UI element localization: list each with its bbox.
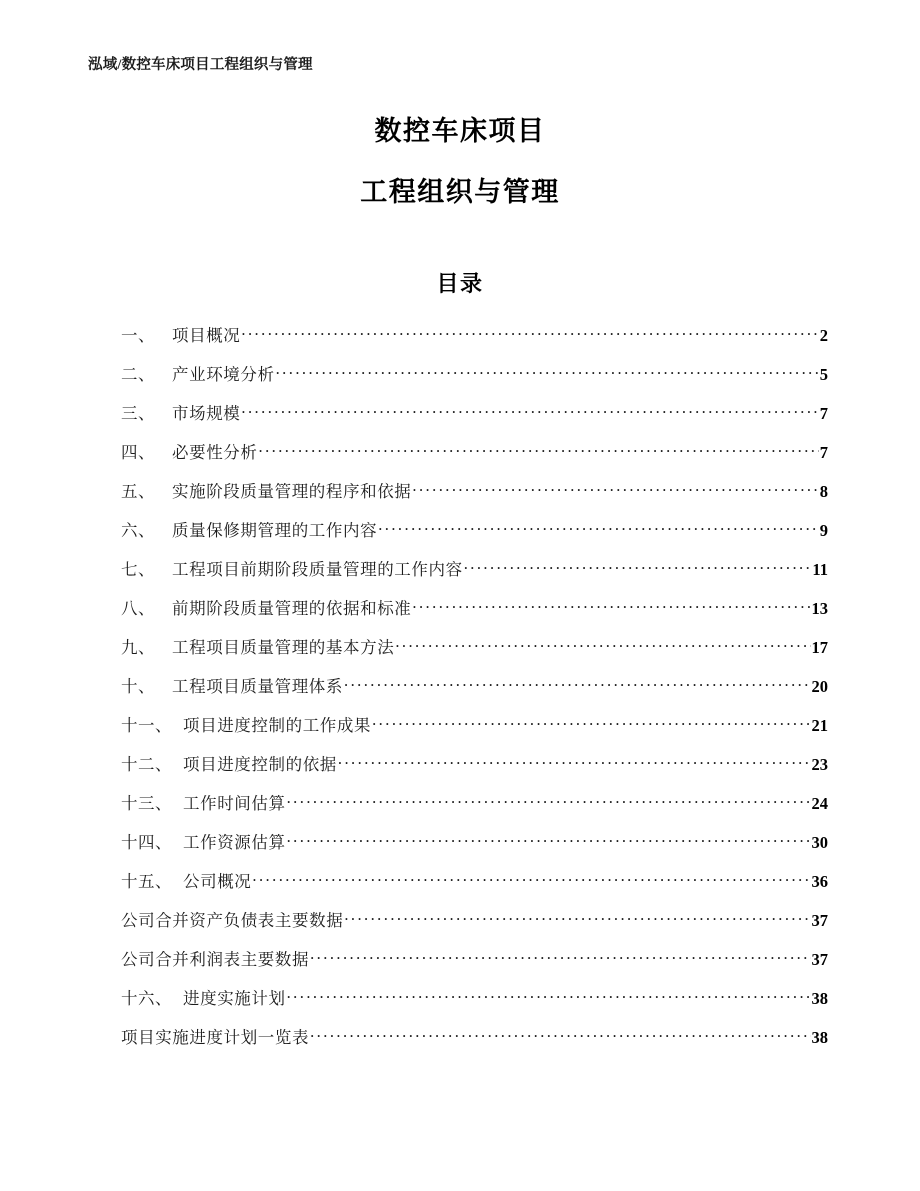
toc-entry[interactable]	[121, 751, 828, 790]
toc-entry-title: 项目进度控制的依据	[183, 755, 337, 774]
toc-entry-title: 必要性分析	[172, 443, 258, 462]
toc-entry[interactable]	[121, 907, 828, 946]
table-of-contents	[121, 322, 828, 1063]
toc-entry-page-number: 9	[819, 521, 828, 540]
toc-entry-title: 工程项目质量管理体系	[172, 677, 343, 696]
toc-entry-number: 十五、	[121, 872, 172, 891]
toc-dot-leader	[412, 598, 810, 615]
toc-heading: 目录	[436, 271, 484, 296]
toc-dot-leader	[412, 481, 818, 498]
toc-entry-number: 六、	[121, 521, 155, 540]
toc-entry[interactable]	[121, 517, 828, 556]
running-header: 泓域/数控车床项目工程组织与管理	[88, 57, 313, 73]
toc-entry-title: 进度实施计划	[183, 989, 286, 1008]
toc-entry-page-number: 38	[811, 989, 828, 1008]
toc-entry-page-number: 37	[811, 950, 828, 969]
toc-entry[interactable]	[121, 829, 828, 868]
toc-entry-page-number: 21	[811, 716, 828, 735]
toc-dot-leader	[310, 1027, 810, 1044]
toc-entry-number: 十二、	[121, 755, 172, 774]
toc-entry-page-number: 23	[811, 755, 828, 774]
toc-entry[interactable]	[121, 985, 828, 1024]
toc-dot-leader	[287, 832, 811, 849]
toc-entry-number: 十、	[121, 677, 155, 696]
toc-dot-leader	[287, 793, 811, 810]
toc-entry[interactable]	[121, 595, 828, 634]
toc-entry-page-number: 30	[811, 833, 828, 852]
toc-entry[interactable]	[121, 322, 828, 361]
toc-dot-leader	[372, 715, 810, 732]
toc-entry-number: 四、	[121, 443, 155, 462]
toc-entry-page-number: 7	[819, 443, 828, 462]
toc-entry-page-number: 2	[819, 326, 828, 345]
toc-entry-title: 工作资源估算	[183, 833, 286, 852]
toc-entry-title: 项目概况	[172, 326, 241, 345]
toc-dot-leader	[276, 364, 819, 381]
toc-dot-leader	[252, 871, 810, 888]
toc-entry-title: 市场规模	[172, 404, 241, 423]
toc-entry-title: 公司合并利润表主要数据	[121, 950, 310, 969]
toc-entry-page-number: 37	[811, 911, 828, 930]
toc-dot-leader	[464, 559, 812, 576]
toc-entry[interactable]	[121, 1024, 828, 1063]
cover-title-block	[0, 118, 920, 206]
toc-entry-title: 工作时间估算	[183, 794, 286, 813]
toc-entry-number: 五、	[121, 482, 155, 501]
toc-entry-title: 项目实施进度计划一览表	[121, 1028, 310, 1047]
toc-dot-leader	[287, 988, 811, 1005]
toc-entry[interactable]	[121, 556, 828, 595]
toc-entry-number: 十一、	[121, 716, 172, 735]
toc-entry-number: 三、	[121, 404, 155, 423]
toc-entry-title: 工程项目前期阶段质量管理的工作内容	[172, 560, 463, 579]
toc-entry[interactable]	[121, 439, 828, 478]
toc-entry-page-number: 24	[811, 794, 828, 813]
toc-entry-number: 二、	[121, 365, 155, 384]
toc-dot-leader	[344, 676, 811, 693]
toc-entry-title: 前期阶段质量管理的依据和标准	[172, 599, 412, 618]
toc-entry[interactable]	[121, 946, 828, 985]
toc-entry-title: 产业环境分析	[172, 365, 275, 384]
toc-dot-leader	[241, 325, 818, 342]
toc-entry-page-number: 20	[811, 677, 828, 696]
toc-dot-leader	[241, 403, 818, 420]
toc-entry-page-number: 11	[812, 560, 828, 579]
toc-entry-page-number: 13	[811, 599, 828, 618]
toc-entry-number: 十六、	[121, 989, 172, 1008]
toc-entry-number: 十三、	[121, 794, 172, 813]
toc-entry-number: 八、	[121, 599, 155, 618]
toc-entry-page-number: 36	[811, 872, 828, 891]
toc-entry-page-number: 7	[819, 404, 828, 423]
toc-entry[interactable]	[121, 673, 828, 712]
toc-entry-number: 七、	[121, 560, 155, 579]
toc-entry-title: 公司合并资产负债表主要数据	[121, 911, 344, 930]
toc-entry-number: 九、	[121, 638, 155, 657]
toc-entry[interactable]	[121, 634, 828, 673]
toc-entry-number: 十四、	[121, 833, 172, 852]
toc-entry-page-number: 8	[819, 482, 828, 501]
toc-entry[interactable]	[121, 478, 828, 517]
toc-dot-leader	[259, 442, 819, 459]
toc-entry-title: 公司概况	[183, 872, 252, 891]
page-title-line-2: 工程组织与管理	[360, 177, 560, 207]
page-title-line-1: 数控车床项目	[374, 116, 546, 146]
toc-entry-page-number: 17	[811, 638, 828, 657]
toc-dot-leader	[395, 637, 810, 654]
toc-entry-title: 工程项目质量管理的基本方法	[172, 638, 395, 657]
toc-dot-leader	[338, 754, 811, 771]
toc-entry-page-number: 5	[819, 365, 828, 384]
toc-entry[interactable]	[121, 790, 828, 829]
toc-entry[interactable]	[121, 361, 828, 400]
toc-entry-number: 一、	[121, 326, 155, 345]
toc-entry[interactable]	[121, 712, 828, 751]
toc-dot-leader	[344, 910, 810, 927]
toc-dot-leader	[310, 949, 810, 966]
toc-entry[interactable]	[121, 868, 828, 907]
toc-entry-page-number: 38	[811, 1028, 828, 1047]
toc-entry-title: 项目进度控制的工作成果	[183, 716, 372, 735]
toc-entry-title: 实施阶段质量管理的程序和依据	[172, 482, 412, 501]
toc-dot-leader	[378, 520, 819, 537]
toc-entry[interactable]	[121, 400, 828, 439]
toc-entry-title: 质量保修期管理的工作内容	[172, 521, 378, 540]
